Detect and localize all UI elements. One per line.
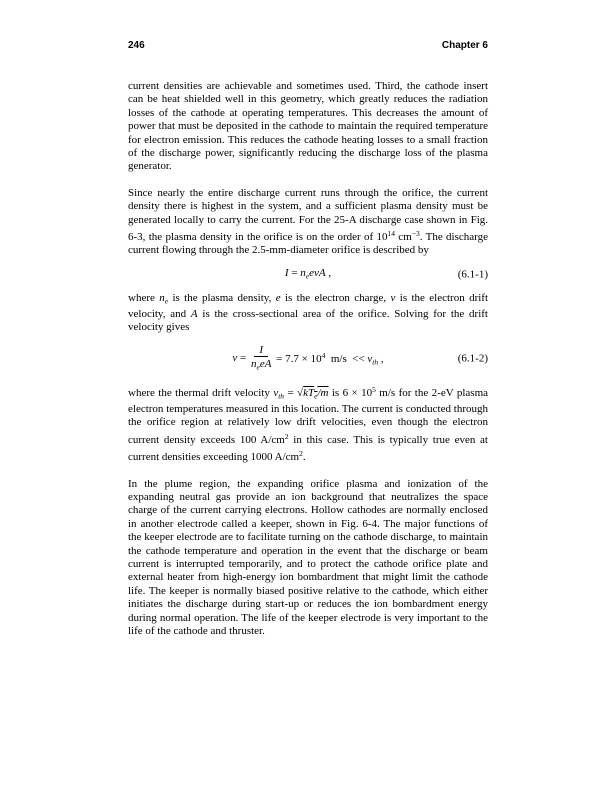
equation-6-1-2-fraction	[251, 344, 271, 375]
equation-6-1-2-lhs: v =	[232, 352, 249, 365]
equation-6-1-2-number: (6.1-2)	[457, 352, 488, 365]
fraction-denominator: $n_eeA$	[250, 358, 272, 372]
page-header	[128, 40, 488, 52]
paragraph-5: In the plume region, the expanding orifice plasma and ionization of the expanding neutral gas provide an ion background that neutralizes the space charge of the current carrying electrons. Hollow cathodes are normally enclosed in another electrode called a keeper, shown in Fig. 6-4. The major functions of the keeper electrode are to facilitate turning on the cathode discharge, to maintain the cathode temperature and operation in the event that the discharge or beam current is interrupted temporarily, and to protect the cathode orifice plate and external heater from high-energy ion bombardment that might limit the cathode life. The keeper is normally biased positive relative to the cathode, which either initiates the discharge during start-up or reduces the ion bombardment energy during normal operation. The life of the keeper electrode is very important to the life of the cathode and thruster.	[128, 477, 488, 637]
equation-6-1-2	[128, 344, 488, 375]
equation-6-1-1	[128, 267, 488, 283]
fraction-numerator: I	[254, 344, 268, 358]
paragraph-1: current densities are achievable and sometimes used. Third, the cathode insert can be heat shielded well in this geometry, which greatly reduces the radiation losses of the cathode at operating temperatures. This decreases the amount of power that must be deposited in the cathode to maintain the required temperature for electron emission. This reduces the cathode heating losses to a small fraction of the discharge power, significantly reducing the discharge loss of the plasma generator.	[128, 80, 488, 173]
page-number: 246	[128, 40, 145, 51]
equation-6-1-2-rhs: = $7.7 \times 10^4$ $m/s << v_{th}$ ,	[273, 350, 384, 367]
equation-6-1-1-number: (6.1-1)	[457, 268, 488, 281]
equation-6-1-1-body: $I = n_eevA$ ,	[284, 266, 332, 281]
paragraph-3: where $n_e$ is the plasma density, e is the electron charge, v is the electron drift velocity, and A is the cross-sectional area of the orifice. Solving for the drift velocity gives	[128, 291, 489, 334]
chapter-header: Chapter 6	[441, 40, 488, 51]
paragraph-4: where the thermal drift velocity $v_{th} = √kT_{\overline{e}}/m$ is $6 \times 10^5$ m/s for the 2-eV plasma electron temperatures measured in this location. The current is conducted through the orifice region at relatively low drift velocities, even though the electron current density exceeds 100 $A/cm^2$ in this case. This is typically true even at current densities exceeding 1000 $A/cm^2$.	[128, 385, 489, 464]
paragraph-2: Since nearly the entire discharge current runs through the orifice, the current density there is highest in the system, and a sufficient plasma density must be generated locally to carry the current. For the 25-A discharge case shown in Fig. 6-3, the plasma density in the orifice is on the order of $10^{14}$ $cm^{-3}$. The discharge current flowing through the 2.5-mm-diameter orifice is described by	[128, 186, 488, 257]
equation-6-1-2-body	[232, 344, 383, 375]
